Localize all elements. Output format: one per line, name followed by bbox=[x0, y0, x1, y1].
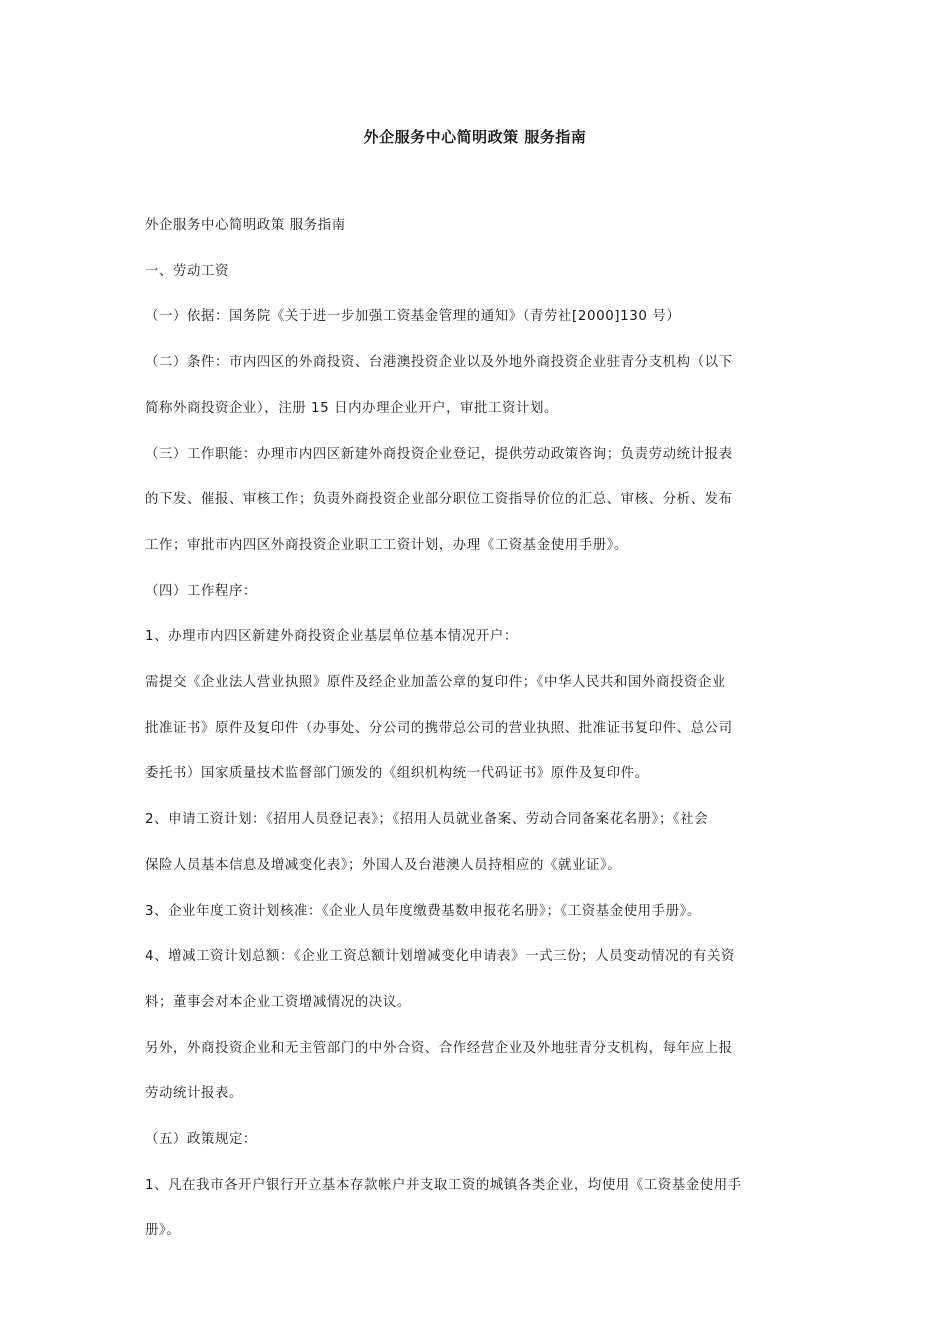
paragraph-line: 简称外商投资企业），注册 15 日内办理企业开户，审批工资计划。 bbox=[145, 400, 558, 416]
paragraph-line: 外企服务中心简明政策 服务指南 bbox=[145, 218, 346, 233]
paragraph-line: （一）依据：国务院《关于进一步加强工资基金管理的通知》（青劳社[2000]130 号） bbox=[145, 309, 681, 325]
paragraph-line: 册》。 bbox=[145, 1223, 181, 1239]
paragraph-line: 委托书）国家质量技术监督部门颁发的《组织机构统一代码证书》原件及复印件。 bbox=[145, 766, 649, 782]
document-title: 外企服务中心简明政策 服务指南 bbox=[363, 128, 587, 146]
paragraph-line: 劳动统计报表。 bbox=[145, 1086, 243, 1102]
document-body bbox=[145, 203, 815, 1254]
paragraph-line: 一、劳动工资 bbox=[145, 263, 229, 279]
paragraph-line: 工作；审批市内四区外商投资企业职工工资计划，办理《工资基金使用手册》。 bbox=[145, 537, 628, 553]
paragraph-line: （四）工作程序： bbox=[145, 583, 257, 599]
paragraph-line: 1、凡在我市各开户银行开立基本存款帐户并支取工资的城镇各类企业，均使用《工资基金使用手 bbox=[145, 1177, 742, 1193]
paragraph-line: 批准证书》原件及复印件（办事处、分公司的携带总公司的营业执照、批准证书复印件、总公司 bbox=[145, 720, 733, 736]
paragraph-line: 料；董事会对本企业工资增减情况的决议。 bbox=[145, 994, 411, 1010]
paragraph-line: 需提交《企业法人营业执照》原件及经企业加盖公章的复印件；《中华人民共和国外商投资企业 bbox=[145, 675, 726, 691]
paragraph-line: 保险人员基本信息及增减变化表》；外国人及台港澳人员持相应的《就业证》。 bbox=[145, 857, 622, 873]
paragraph-line: 3、企业年度工资计划核准：《企业人员年度缴费基数申报花名册》；《工资基金使用手册》。 bbox=[145, 903, 701, 919]
paragraph-line: （三）工作职能：办理市内四区新建外商投资企业登记，提供劳动政策咨询；负责劳动统计报表 bbox=[145, 446, 733, 462]
paragraph-line: （二）条件：市内四区的外商投资、台港澳投资企业以及外地外商投资企业驻青分支机构（以下 bbox=[145, 355, 733, 371]
paragraph-line: 4、增减工资计划总额：《企业工资总额计划增减变化申请表》一式三份；人员变动情况的有关资 bbox=[145, 949, 736, 965]
paragraph-line: （五）政策规定： bbox=[145, 1132, 257, 1148]
paragraph-line: 1、办理市内四区新建外商投资企业基层单位基本情况开户： bbox=[145, 629, 518, 645]
paragraph-line: 的下发、催报、审核工作；负责外商投资企业部分职位工资指导价位的汇总、审核、分析、发布 bbox=[145, 492, 733, 508]
paragraph-line: 2、申请工资计划：《招用人员登记表》；《招用人员就业备案、劳动合同备案花名册》；《社会 bbox=[145, 812, 709, 828]
paragraph-line: 另外，外商投资企业和无主管部门的中外合资、合作经营企业及外地驻青分支机构，每年应上报 bbox=[145, 1040, 733, 1056]
